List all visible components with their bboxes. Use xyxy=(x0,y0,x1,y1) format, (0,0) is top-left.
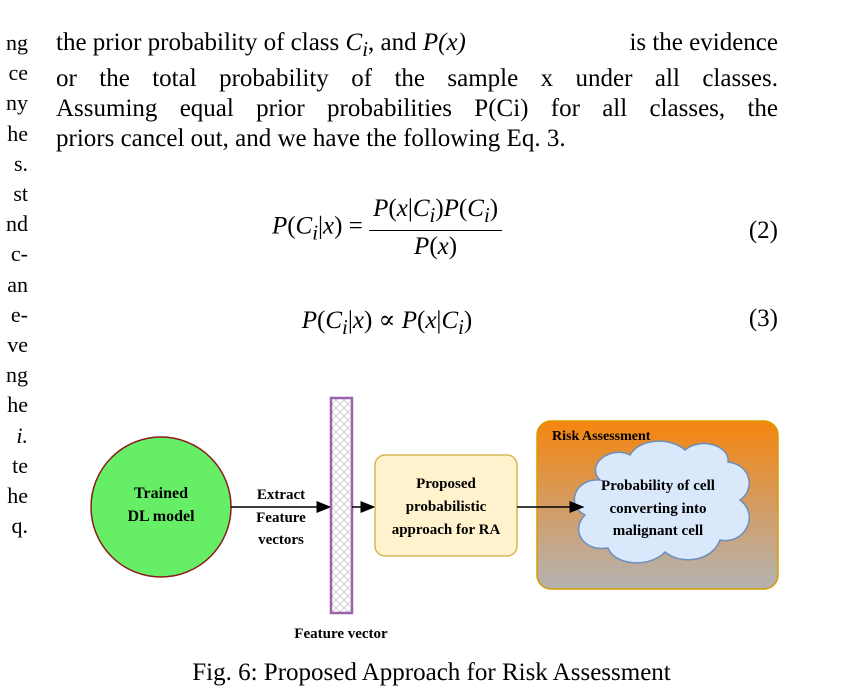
fragment: ny xyxy=(6,90,28,116)
paragraph-line: Assuming equal prior probabilities P(Ci) for all classes, the xyxy=(56,95,778,122)
equation-number: (2) xyxy=(748,217,778,244)
risk-assessment-title: Risk Assessment xyxy=(552,429,651,444)
cloud-label-2: converting into xyxy=(609,501,707,517)
extract-label-2: Feature xyxy=(256,510,306,526)
fragment: ce xyxy=(8,60,28,86)
line-text: the prior probability of class $C_i$, and P(x) xyxy=(56,29,466,61)
feature-vector-bar xyxy=(331,398,352,613)
trained-model-node xyxy=(91,437,231,577)
fragment: he xyxy=(7,392,28,418)
extract-label-3: vectors xyxy=(258,532,304,548)
fragment: an xyxy=(7,271,28,297)
fragment: i. xyxy=(16,422,28,448)
equation-2: $P(C_i|x)$ = $\frac{P(x|C_i)P(C_i)}{P(x)}$ (2) xyxy=(271,195,778,260)
line-text-end: is the evidence xyxy=(629,29,778,56)
risk-assessment-node xyxy=(537,421,778,589)
fragment: q. xyxy=(11,513,28,539)
fragment: st xyxy=(13,181,28,207)
paragraph-line: priors cancel out, and we have the following Eq. 3. xyxy=(56,125,566,152)
fragment: he xyxy=(7,483,28,509)
cloud-label-3: malignant cell xyxy=(612,523,704,539)
approach-label-1: Proposed xyxy=(416,476,476,492)
extract-label-1: Extract xyxy=(256,487,306,503)
cloud-label-1: Probability of cell xyxy=(601,478,715,494)
feature-vector-label: Feature vector xyxy=(294,626,388,642)
fragment: s. xyxy=(13,150,28,176)
trained-model-label-1: Trained xyxy=(134,485,188,502)
fragment: ve xyxy=(7,332,28,358)
fragment: nd xyxy=(6,211,28,237)
approach-label-3: approach for RA xyxy=(391,522,501,538)
trained-model-label-2: DL model xyxy=(127,508,195,525)
figure-caption: Fig. 6: Proposed Approach for Risk Assessment xyxy=(192,659,671,686)
fragment: te xyxy=(12,452,28,478)
approach-label-2: probabilistic xyxy=(405,499,487,515)
trained-model-circle xyxy=(91,437,231,577)
fragment: ng xyxy=(6,30,28,55)
fragment: he xyxy=(7,120,28,146)
equation-3: $P(C_i|x) \propto P(x|C_i)$ (3) xyxy=(301,305,778,339)
fraction: $\frac{P(x|C_i)P(C_i)}{P(x)}$ xyxy=(369,195,502,261)
fragment: e- xyxy=(10,301,28,327)
fragment: ng xyxy=(6,362,28,388)
fragment: c- xyxy=(10,241,28,267)
approach-node xyxy=(375,455,517,556)
equation-number: (3) xyxy=(748,305,778,332)
paragraph-line: or the total probability of the sample x under all classes. xyxy=(56,65,778,92)
